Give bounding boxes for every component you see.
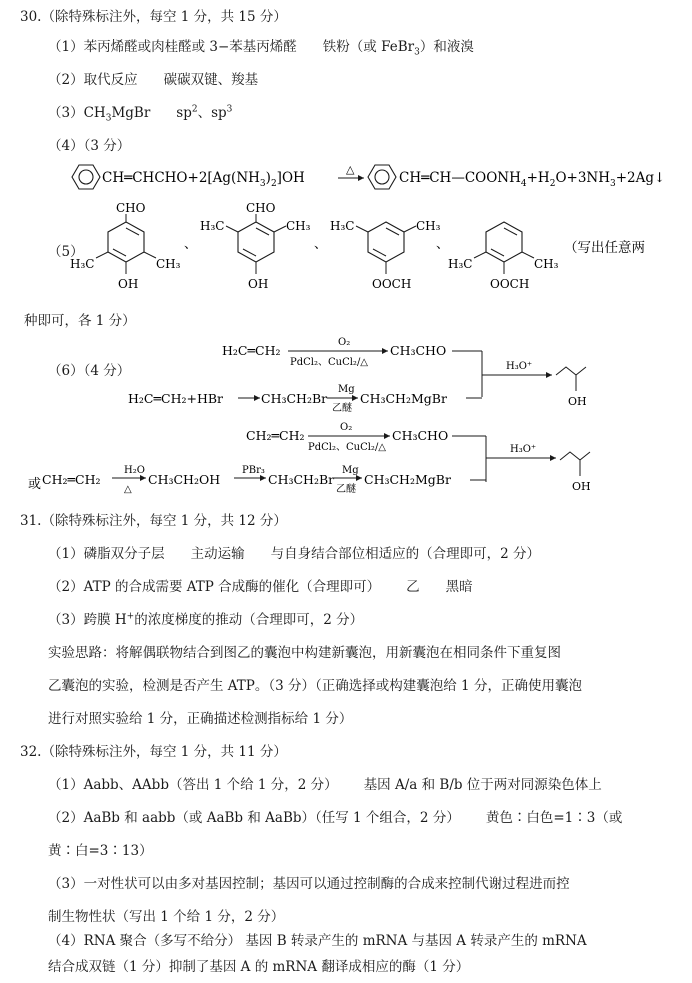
- q30-answer-1: （1）苯丙烯醛或肉桂醛或 3−苯基丙烯醛 铁粉（或 FeBr$_3$）和液溴: [48, 39, 474, 58]
- svg-text:H₂C═CH₂: H₂C═CH₂: [222, 343, 281, 358]
- svg-text:CH₃: CH₃: [416, 219, 441, 233]
- svg-text:H₃C: H₃C: [200, 219, 225, 233]
- svg-text:OH: OH: [118, 277, 139, 291]
- svg-text:CH₃CHO: CH₃CHO: [392, 428, 449, 443]
- svg-text:H₃C: H₃C: [448, 257, 473, 271]
- svg-text:OH: OH: [572, 480, 591, 493]
- svg-text:乙醚: 乙醚: [332, 403, 352, 414]
- q31-answer-1: （1）磷脂双分子层 主动运输 与自身结合部位相适应的（合理即可，2 分）: [48, 546, 540, 562]
- q31-experiment-line-2: 乙囊泡的实验，检测是否产生 ATP。（3 分）（正确选择或构建囊泡给 1 分，正确使用囊泡: [48, 678, 582, 694]
- svg-text:乙醚: 乙醚: [336, 484, 356, 495]
- benzene-ring-left: [72, 165, 100, 189]
- structure-1: [70, 201, 181, 291]
- q30-answer-6-label: （6）（4 分）: [48, 363, 131, 379]
- q32-answer-2-cont: 黄∶白=3∶13）: [48, 843, 153, 859]
- svg-text:H₃C: H₃C: [330, 219, 355, 233]
- svg-text:O₂: O₂: [340, 422, 353, 433]
- svg-text:CH₃CHO: CH₃CHO: [390, 343, 447, 358]
- q31-experiment-line-1: 实验思路：将解偶联物结合到图乙的囊泡中构建新囊泡，用新囊泡在相同条件下重复图: [48, 645, 561, 661]
- svg-text:CH₃: CH₃: [286, 219, 311, 233]
- structure-3: [330, 219, 441, 291]
- q32-header: 32.（除特殊标注外，每空 1 分，共 11 分）: [20, 744, 287, 760]
- svg-text:CH₂═CH₂: CH₂═CH₂: [246, 428, 305, 443]
- heat-condition: △: [346, 163, 355, 176]
- svg-text:OH: OH: [568, 395, 587, 408]
- svg-text:CH₃: CH₃: [534, 257, 559, 271]
- svg-text:、: 、: [184, 237, 198, 252]
- svg-text:Mg: Mg: [338, 384, 355, 395]
- svg-text:OOCH: OOCH: [372, 277, 412, 291]
- svg-text:CHO: CHO: [116, 201, 146, 215]
- svg-text:PBr₃: PBr₃: [242, 465, 265, 476]
- q30-answer-2: （2）取代反应 碳碳双键、羧基: [48, 72, 259, 88]
- svg-text:CH₃CH₂Br: CH₃CH₂Br: [261, 391, 328, 406]
- svg-text:CH₃CH₂MgBr: CH₃CH₂MgBr: [364, 472, 451, 487]
- svg-text:H₂C═CH₂+HBr: H₂C═CH₂+HBr: [128, 391, 224, 406]
- q31-answer-2: （2）ATP 的合成需要 ATP 合成酶的催化（合理即可） 乙 黑暗: [48, 579, 473, 595]
- benzene-ring-right: [368, 165, 396, 189]
- svg-text:CH₃CH₂Br: CH₃CH₂Br: [268, 472, 335, 487]
- q32-answer-1: （1）Aabb、AAbb（答出 1 个给 1 分，2 分） 基因 A/a 和 B/b 位于两对同源染色体上: [48, 777, 602, 793]
- q30-header: 30.（除特殊标注外，每空 1 分，共 15 分）: [20, 9, 287, 25]
- q31-answer-3: （3）跨膜 H+的浓度梯度的推动（合理即可，2 分）: [48, 611, 364, 628]
- q31-experiment-line-3: 进行对照实验给 1 分，正确描述检测指标给 1 分）: [48, 711, 353, 727]
- svg-text:CH₂═CH₂: CH₂═CH₂: [42, 472, 101, 487]
- svg-text:CHO: CHO: [246, 201, 276, 215]
- structure-2: [200, 201, 311, 291]
- svg-text:CH₃: CH₃: [156, 257, 181, 271]
- q30-structures-5: [64, 200, 692, 300]
- structure-4: [448, 222, 559, 291]
- q32-answer-4-line-2: 结合成双链（1 分）抑制了基因 A 的 mRNA 翻译成相应的酶（1 分）: [48, 959, 470, 975]
- svg-text:CH₃CH₂MgBr: CH₃CH₂MgBr: [360, 391, 447, 406]
- q30-answer-5-label: （5）: [48, 244, 84, 260]
- q31-header: 31.（除特殊标注外，每空 1 分，共 12 分）: [20, 513, 287, 529]
- svg-text:H₂O: H₂O: [124, 465, 145, 476]
- svg-text:H₃C: H₃C: [70, 257, 95, 271]
- q32-answer-3-line-1: （3）一对性状可以由多对基因控制；基因可以通过控制酶的合成来控制代谢过程进而控: [48, 876, 570, 892]
- svg-text:△: △: [124, 484, 132, 495]
- q30-answer-4-label: （4）（3 分）: [48, 138, 131, 154]
- structure-note: （写出任意两: [564, 240, 645, 256]
- svg-text:CH₃CH₂OH: CH₃CH₂OH: [148, 472, 221, 487]
- q30-synthesis-route-2: [20, 420, 680, 500]
- svg-text:、: 、: [436, 237, 450, 252]
- svg-text:H₃O⁺: H₃O⁺: [506, 361, 533, 372]
- q32-answer-4-line-1: （4）RNA 聚合（多写不给分） 基因 B 转录产生的 mRNA 与基因 A 转录产生的 mRNA: [48, 933, 587, 949]
- svg-text:Mg: Mg: [342, 465, 359, 476]
- q30-answer-5-note: 种即可，各 1 分）: [24, 313, 136, 329]
- svg-text:OOCH: OOCH: [490, 277, 530, 291]
- svg-text:、: 、: [314, 237, 328, 252]
- q32-answer-2: （2）AaBb 和 aabb（或 AaBb 和 AaBb）（任写 1 个组合，2 分） 黄色∶白色=1∶3（或: [48, 810, 623, 826]
- q30-equation-4: [60, 160, 690, 194]
- svg-text:OH: OH: [248, 277, 269, 291]
- q32-answer-3-line-2: 制生物性状（写出 1 个给 1 分，2 分）: [48, 909, 285, 925]
- svg-text:PdCl₂、CuCl₂/△: PdCl₂、CuCl₂/△: [308, 442, 386, 453]
- svg-text:O₂: O₂: [338, 337, 351, 348]
- svg-text:CH═CHCHO+2[Ag(NH3)2]OH: $CH═CHCHO+2[Ag(NH_3)_2]OH$: [102, 170, 305, 189]
- svg-text:H₃O⁺: H₃O⁺: [510, 444, 537, 455]
- svg-text:或: 或: [28, 477, 42, 492]
- q30-answer-3: $(3)CH_3MgBr$ $sp^2$、$sp^3$: [48, 104, 233, 124]
- svg-text:PdCl₂、CuCl₂/△: PdCl₂、CuCl₂/△: [290, 357, 368, 368]
- svg-text:CH═CH—COONH4+H2O+3NH3+2Ag↓: $CH═CH—COONH_4+H_2O+3NH_3+2Ag↓$: [399, 170, 666, 189]
